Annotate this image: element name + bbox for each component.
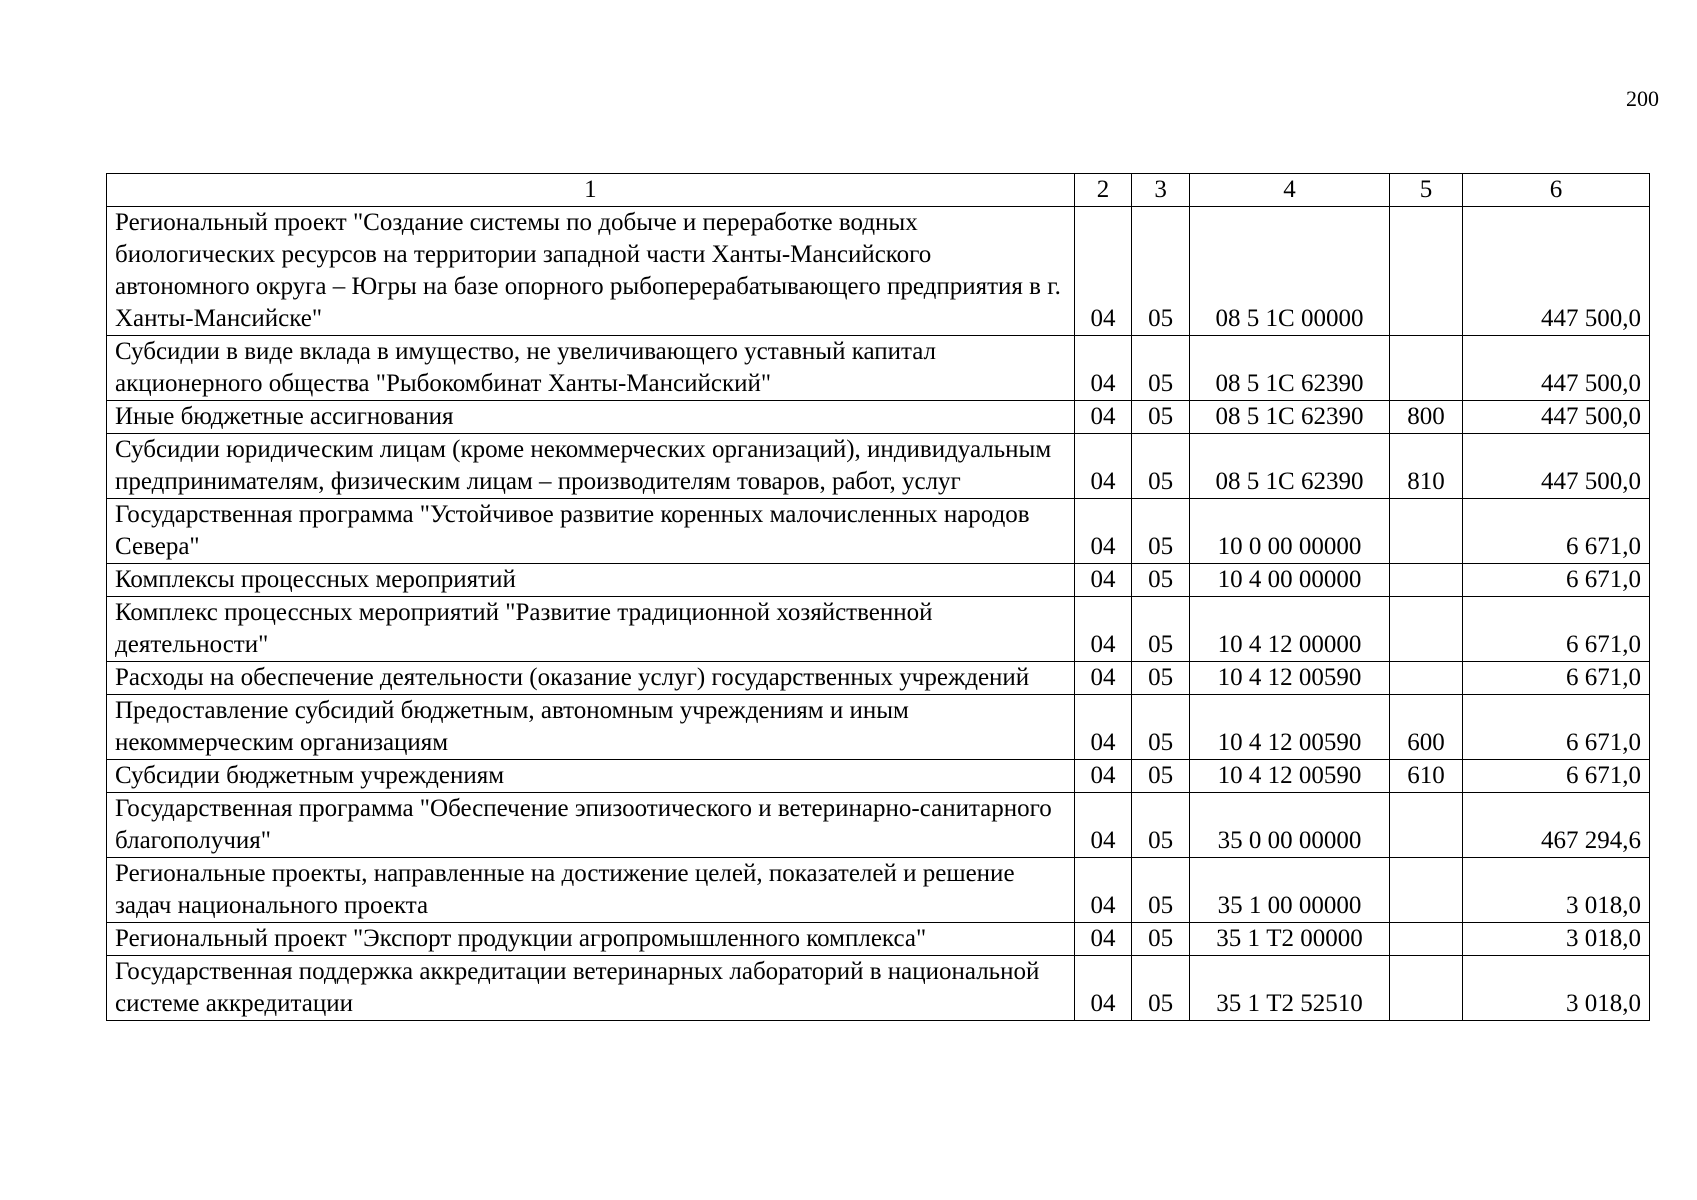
row-name: Региональный проект "Создание системы по добыче и переработке водных биологических ресурсов на территории западной части Ханты-Мансийского автономного округа – Югры на базе опорного рыбоперерабатывающего предприятия в г. Ханты-Мансийске" — [107, 207, 1075, 336]
row-section: 04 — [1074, 923, 1132, 956]
row-subsection: 05 — [1132, 956, 1190, 1021]
table-row — [107, 923, 1650, 956]
table-row — [107, 207, 1650, 336]
table-row — [107, 597, 1650, 662]
row-expense-type — [1390, 662, 1463, 695]
row-target-code: 10 0 00 00000 — [1189, 499, 1389, 564]
row-target-code: 08 5 1С 62390 — [1189, 401, 1389, 434]
row-target-code: 10 4 12 00000 — [1189, 597, 1389, 662]
row-name: Иные бюджетные ассигнования — [107, 401, 1075, 434]
table-row — [107, 434, 1650, 499]
row-name: Региональные проекты, направленные на достижение целей, показателей и решение задач национального проекта — [107, 858, 1075, 923]
row-target-code: 10 4 00 00000 — [1189, 564, 1389, 597]
row-sum: 447 500,0 — [1462, 207, 1649, 336]
row-section: 04 — [1074, 662, 1132, 695]
row-section: 04 — [1074, 956, 1132, 1021]
row-name: Государственная программа "Устойчивое развитие коренных малочисленных народов Севера" — [107, 499, 1075, 564]
row-expense-type: 800 — [1390, 401, 1463, 434]
row-name: Предоставление субсидий бюджетным, автономным учреждениям и иным некоммерческим организациям — [107, 695, 1075, 760]
row-subsection: 05 — [1132, 923, 1190, 956]
row-sum: 6 671,0 — [1462, 662, 1649, 695]
row-subsection: 05 — [1132, 858, 1190, 923]
row-target-code: 35 1 Т2 52510 — [1189, 956, 1389, 1021]
row-subsection: 05 — [1132, 695, 1190, 760]
row-name: Комплексы процессных мероприятий — [107, 564, 1075, 597]
row-expense-type: 810 — [1390, 434, 1463, 499]
row-sum: 447 500,0 — [1462, 336, 1649, 401]
row-subsection: 05 — [1132, 207, 1190, 336]
table-row — [107, 793, 1650, 858]
table-row — [107, 858, 1650, 923]
row-name: Субсидии в виде вклада в имущество, не увеличивающего уставный капитал акционерного общества "Рыбокомбинат Ханты-Мансийский" — [107, 336, 1075, 401]
row-target-code: 10 4 12 00590 — [1189, 760, 1389, 793]
row-target-code: 35 1 Т2 00000 — [1189, 923, 1389, 956]
row-section: 04 — [1074, 760, 1132, 793]
row-section: 04 — [1074, 401, 1132, 434]
table-row — [107, 956, 1650, 1021]
row-expense-type — [1390, 564, 1463, 597]
row-target-code: 10 4 12 00590 — [1189, 662, 1389, 695]
header-col-4: 4 — [1189, 174, 1389, 207]
header-col-2: 2 — [1074, 174, 1132, 207]
budget-table — [106, 173, 1650, 1021]
row-section: 04 — [1074, 434, 1132, 499]
row-expense-type — [1390, 793, 1463, 858]
row-subsection: 05 — [1132, 793, 1190, 858]
row-section: 04 — [1074, 564, 1132, 597]
row-subsection: 05 — [1132, 499, 1190, 564]
row-expense-type — [1390, 499, 1463, 564]
row-subsection: 05 — [1132, 434, 1190, 499]
table-row — [107, 401, 1650, 434]
row-target-code: 08 5 1С 62390 — [1189, 336, 1389, 401]
table-row — [107, 760, 1650, 793]
row-sum: 447 500,0 — [1462, 401, 1649, 434]
row-expense-type: 610 — [1390, 760, 1463, 793]
row-sum: 3 018,0 — [1462, 923, 1649, 956]
row-expense-type — [1390, 336, 1463, 401]
row-expense-type — [1390, 597, 1463, 662]
row-subsection: 05 — [1132, 336, 1190, 401]
row-subsection: 05 — [1132, 401, 1190, 434]
header-col-5: 5 — [1390, 174, 1463, 207]
row-section: 04 — [1074, 336, 1132, 401]
row-name: Расходы на обеспечение деятельности (оказание услуг) государственных учреждений — [107, 662, 1075, 695]
row-sum: 6 671,0 — [1462, 760, 1649, 793]
row-sum: 447 500,0 — [1462, 434, 1649, 499]
table-row — [107, 336, 1650, 401]
row-sum: 6 671,0 — [1462, 695, 1649, 760]
row-section: 04 — [1074, 793, 1132, 858]
row-target-code: 35 1 00 00000 — [1189, 858, 1389, 923]
row-expense-type — [1390, 956, 1463, 1021]
row-name: Государственная поддержка аккредитации ветеринарных лабораторий в национальной системе аккредитации — [107, 956, 1075, 1021]
row-section: 04 — [1074, 695, 1132, 760]
table-row — [107, 695, 1650, 760]
row-target-code: 10 4 12 00590 — [1189, 695, 1389, 760]
row-expense-type — [1390, 923, 1463, 956]
row-sum: 467 294,6 — [1462, 793, 1649, 858]
row-subsection: 05 — [1132, 564, 1190, 597]
row-sum: 3 018,0 — [1462, 956, 1649, 1021]
table-row — [107, 662, 1650, 695]
row-subsection: 05 — [1132, 760, 1190, 793]
header-col-1: 1 — [107, 174, 1075, 207]
row-sum: 6 671,0 — [1462, 564, 1649, 597]
header-col-3: 3 — [1132, 174, 1190, 207]
page-number: 200 — [1626, 86, 1659, 111]
row-sum: 6 671,0 — [1462, 597, 1649, 662]
table-row — [107, 499, 1650, 564]
row-subsection: 05 — [1132, 597, 1190, 662]
table-header-row — [107, 174, 1650, 207]
row-section: 04 — [1074, 858, 1132, 923]
row-target-code: 08 5 1С 62390 — [1189, 434, 1389, 499]
row-section: 04 — [1074, 597, 1132, 662]
row-sum: 6 671,0 — [1462, 499, 1649, 564]
row-section: 04 — [1074, 207, 1132, 336]
row-name: Региональный проект "Экспорт продукции агропромышленного комплекса" — [107, 923, 1075, 956]
row-target-code: 08 5 1С 00000 — [1189, 207, 1389, 336]
table-row — [107, 564, 1650, 597]
row-subsection: 05 — [1132, 662, 1190, 695]
row-sum: 3 018,0 — [1462, 858, 1649, 923]
header-col-6: 6 — [1462, 174, 1649, 207]
row-section: 04 — [1074, 499, 1132, 564]
row-expense-type — [1390, 858, 1463, 923]
row-name: Субсидии юридическим лицам (кроме некоммерческих организаций), индивидуальным предпринимателям, физическим лицам – производителям товаров, работ, услуг — [107, 434, 1075, 499]
row-name: Государственная программа "Обеспечение эпизоотического и ветеринарно-санитарного благополучия" — [107, 793, 1075, 858]
row-name: Субсидии бюджетным учреждениям — [107, 760, 1075, 793]
row-target-code: 35 0 00 00000 — [1189, 793, 1389, 858]
row-expense-type: 600 — [1390, 695, 1463, 760]
row-expense-type — [1390, 207, 1463, 336]
row-name: Комплекс процессных мероприятий "Развитие традиционной хозяйственной деятельности" — [107, 597, 1075, 662]
